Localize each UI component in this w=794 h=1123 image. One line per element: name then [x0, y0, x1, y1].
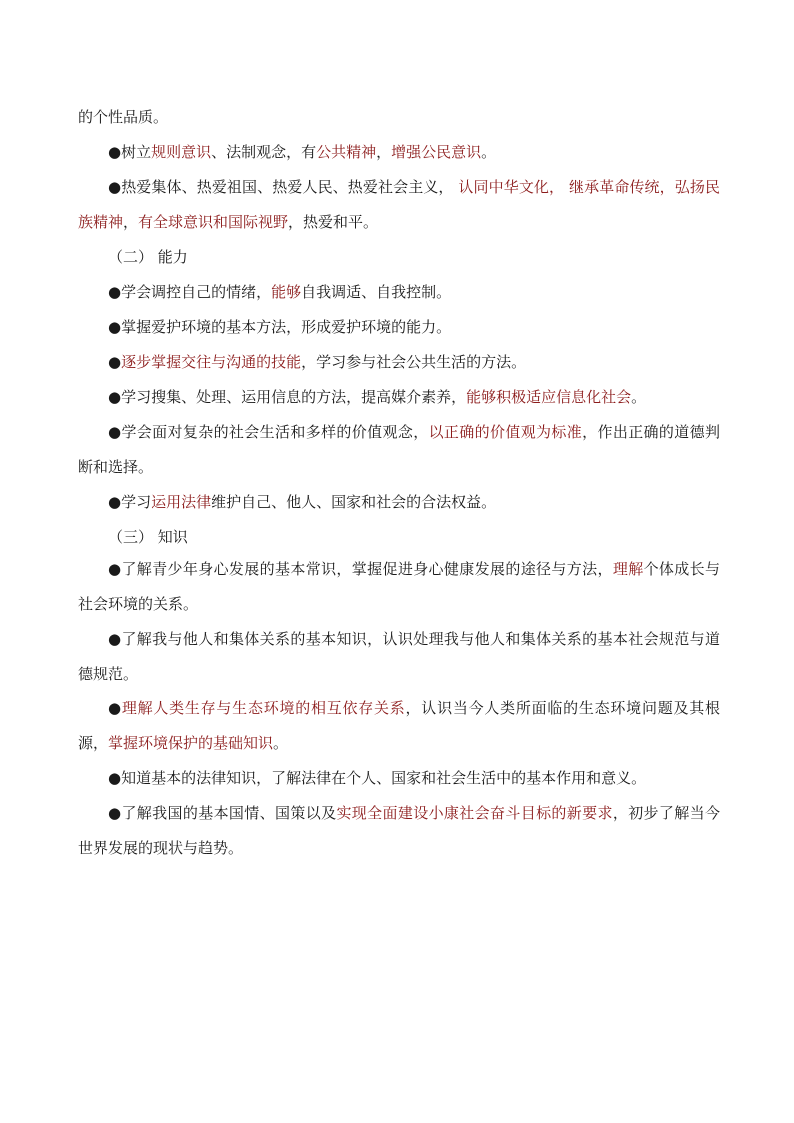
- body-text: 个体成长与社会环境的关系。: [78, 560, 720, 613]
- body-text: 。: [631, 388, 647, 406]
- body-text: ，认识当今人类所面临的生态环境问题及其根源，: [78, 699, 720, 752]
- highlighted-text: 增强公民意识: [391, 143, 482, 161]
- body-text: ●学习: [108, 493, 152, 511]
- paragraph-12: [78, 691, 720, 761]
- body-text: ，: [376, 143, 392, 161]
- highlighted-text: 能够积极适应信息化社会: [466, 388, 632, 406]
- paragraph-10: [78, 552, 720, 622]
- paragraph-9: [78, 485, 720, 520]
- body-text: 的个性品质。: [78, 108, 169, 126]
- paragraph-3: [78, 170, 720, 240]
- highlighted-text: 以正确的价值观为标准: [428, 423, 583, 441]
- highlighted-text: 规则意识: [151, 143, 212, 161]
- paragraph-7: [78, 380, 720, 415]
- highlighted-text: 能够: [271, 283, 302, 301]
- body-text: ，热爱和平。: [288, 213, 379, 231]
- paragraph-1: [78, 100, 720, 135]
- paragraph-13: [78, 761, 720, 796]
- body-text: ●了解我国的基本国情、国策以及: [108, 804, 337, 822]
- paragraph-2: [78, 135, 720, 170]
- body-text: ●: [108, 353, 122, 371]
- body-text: （二） 能力: [108, 248, 188, 266]
- highlighted-text: 掌握环境保护的基础知识: [108, 734, 274, 752]
- body-text: ●了解青少年身心发展的基本常识，掌握促进身心健康发展的途径与方法，: [108, 560, 613, 578]
- highlighted-text: 有全球意识和国际视野: [138, 213, 289, 231]
- paragraph-6: [78, 345, 720, 380]
- highlighted-text: 理解: [612, 560, 644, 578]
- body-text: 、法制观念，有: [211, 143, 317, 161]
- section-heading-ability: [78, 240, 720, 275]
- highlighted-text: 实现全面建设小康社会奋斗目标的新要求: [336, 804, 613, 822]
- body-text: ，初步了解当今世界发展的现状与趋势。: [78, 804, 720, 857]
- body-text: ，: [123, 213, 139, 231]
- body-text: 维护自己、他人、国家和社会的合法权益。: [211, 493, 497, 511]
- body-text: ●热爱集体、热爱祖国、热爱人民、热爱社会主义，: [108, 178, 459, 196]
- highlighted-text: 运用法律: [151, 493, 212, 511]
- body-text: ●: [108, 699, 122, 717]
- paragraph-8: [78, 415, 720, 485]
- body-text: ，学习参与社会公共生活的方法。: [301, 353, 527, 371]
- highlighted-text: 逐步掌握交往与沟通的技能: [121, 353, 302, 371]
- paragraph-4: [78, 275, 720, 310]
- body-text: ●学习搜集、处理、运用信息的方法，提高媒介素养，: [108, 388, 467, 406]
- paragraph-14: [78, 796, 720, 866]
- body-text: （三） 知识: [108, 528, 188, 546]
- body-text: ●学会调控自己的情绪，: [108, 283, 272, 301]
- body-text: ●掌握爱护环境的基本方法，形成爱护环境的能力。: [108, 318, 452, 336]
- section-heading-knowledge: [78, 520, 720, 555]
- body-text: 自我调适、自我控制。: [301, 283, 452, 301]
- body-text: ，作出正确的道德判断和选择。: [78, 423, 720, 476]
- highlighted-text: 弘扬民族精神: [78, 178, 720, 231]
- body-text: ●知道基本的法律知识，了解法律在个人、国家和社会生活中的基本作用和意义。: [108, 769, 647, 787]
- body-text: 。: [481, 143, 497, 161]
- body-text: ●树立: [108, 143, 152, 161]
- body-text: ●学会面对复杂的社会生活和多样的价值观念，: [108, 423, 429, 441]
- paragraph-11: [78, 622, 720, 692]
- body-text: ●了解我与他人和集体关系的基本知识，认识处理我与他人和集体关系的基本社会规范与道德规范。: [78, 630, 720, 683]
- highlighted-text: 理解人类生存与生态环境的相互依存关系: [121, 699, 406, 717]
- highlighted-text: 公共精神: [316, 143, 377, 161]
- body-text: 。: [273, 734, 289, 752]
- highlighted-text: 认同中华文化， 继承革命传统，: [458, 178, 675, 196]
- paragraph-5: [78, 310, 720, 345]
